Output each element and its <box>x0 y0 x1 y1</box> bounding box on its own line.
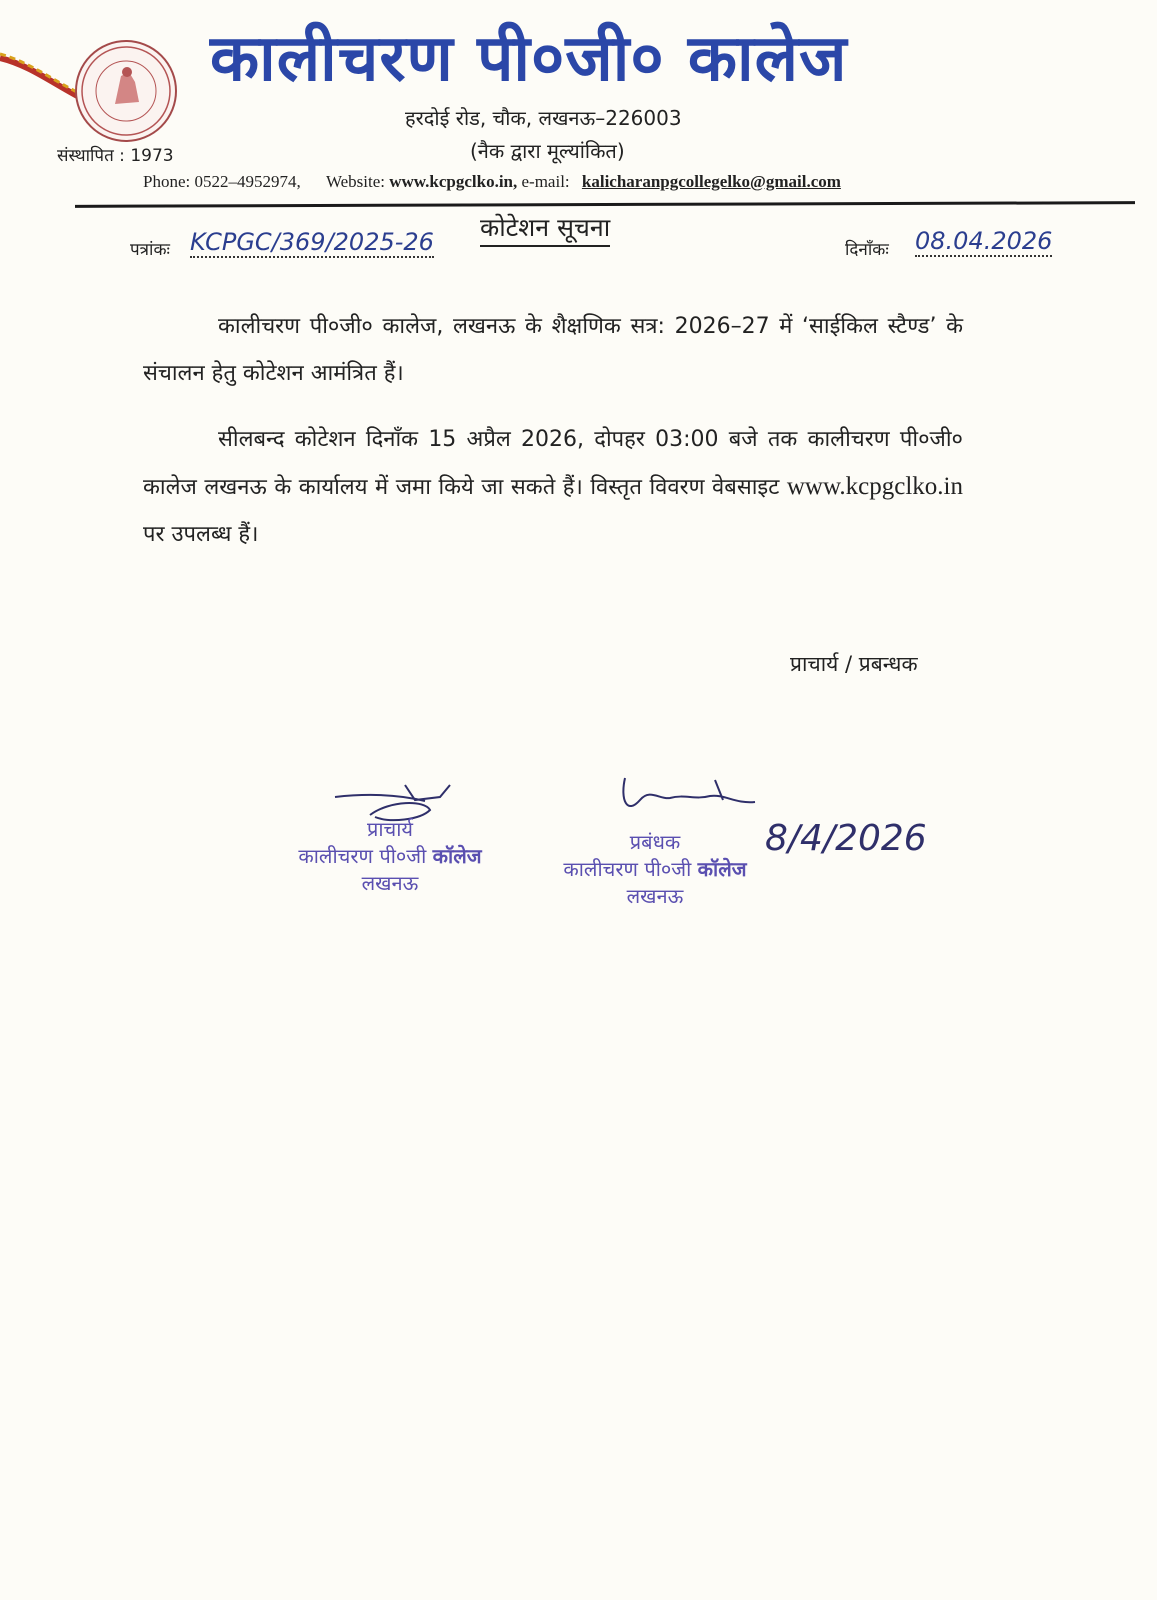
contact-line <box>143 172 841 192</box>
reference-label: पत्रांकः <box>130 240 170 260</box>
manager-stamp <box>545 828 765 909</box>
principal-college-name: कालीचरण पी०जी <box>298 844 427 868</box>
header-divider <box>75 201 1135 208</box>
paragraph-2-text: सीलबन्द कोटेशन दिनाँक 15 अप्रैल 2026, दोपहर 03:00 बजे तक कालीचरण पी०जी० कालेज लखनऊ के कार्यालय में जमा किये जा सकते हैं। विस्तृत विवरण वेबसाइट <box>143 427 963 500</box>
principal-stamp <box>280 815 500 896</box>
established-year: संस्थापित : 1973 <box>57 146 174 166</box>
email-link[interactable]: kalicharanpgcollegelko@gmail.com <box>581 172 841 191</box>
notice-paragraph-2 <box>143 416 963 558</box>
manager-sign-date: 8/4/2026 <box>765 818 927 859</box>
manager-college <box>545 855 765 882</box>
date-label: दिनाँकः <box>845 240 889 260</box>
email-label: e-mail: <box>521 172 570 191</box>
college-address: हरदोई रोड, चौक, लखनऊ–226003 <box>405 106 682 130</box>
principal-college <box>280 842 500 869</box>
website-label: Website: <box>325 172 385 191</box>
notice-paragraph-1: कालीचरण पी०जी० कालेज, लखनऊ के शैक्षणिक सत्र: 2026–27 में ‘साईकिल स्टैण्ड’ के संचालन हेतु कोटेशन आमंत्रित हैं। <box>143 314 963 386</box>
manager-title: प्रबंधक <box>629 830 681 854</box>
notice-date: 08.04.2026 <box>915 227 1053 255</box>
manager-college-name: कालीचरण पी०जी <box>563 857 692 881</box>
website-reference[interactable]: www.kcpgclko.in <box>786 473 963 500</box>
phone-number: 0522–4952974, <box>194 172 301 191</box>
manager-signature <box>615 770 765 825</box>
phone-label: Phone: <box>143 172 191 191</box>
principal-city: लखनऊ <box>361 871 419 895</box>
signatory-designation: प्राचार्य / प्रबन्धक <box>790 652 918 676</box>
manager-city: लखनऊ <box>626 884 684 908</box>
paragraph-2-end: पर उपलब्ध हैं। <box>143 522 259 547</box>
website-link[interactable]: www.kcpgclko.in, <box>389 172 518 191</box>
college-seal-icon <box>75 40 177 142</box>
reference-number: KCPGC/369/2025-26 <box>190 228 434 256</box>
college-name: कालीचरण पी०जी० कालेज <box>210 22 848 96</box>
accreditation-note: (नैक द्वारा मूल्यांकित) <box>470 139 625 163</box>
principal-college-bold: कॉलेज <box>432 844 482 868</box>
manager-college-bold: कॉलेज <box>697 857 747 881</box>
notice-title: कोटेशन सूचना <box>480 210 610 247</box>
principal-title: प्राचार्य <box>366 817 414 841</box>
